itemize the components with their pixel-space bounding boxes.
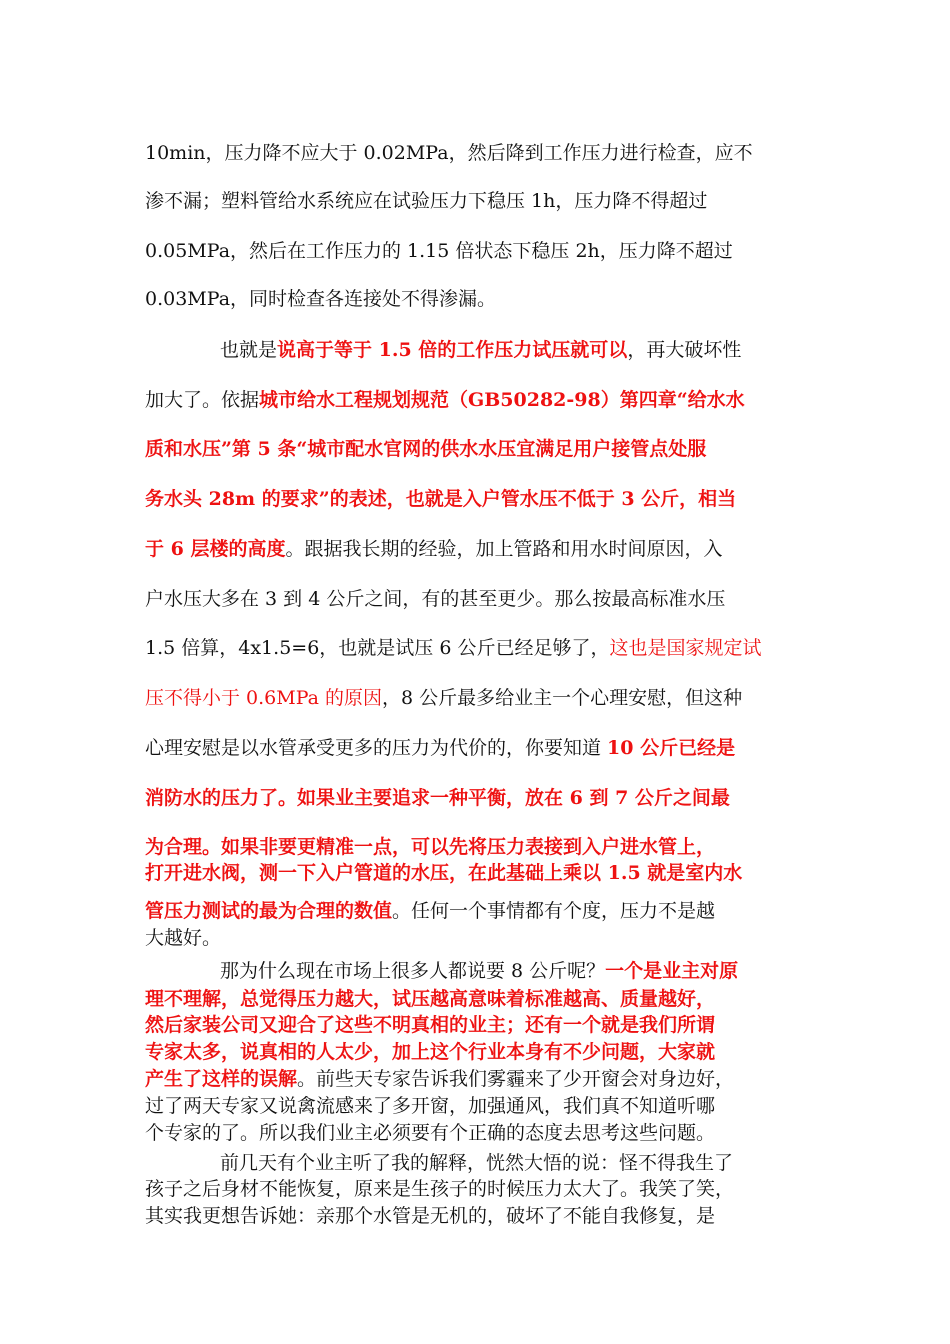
text-run: 前几天有个业主听了我的解释，恍然大悟的说：怪不得我生了 <box>220 1152 734 1174</box>
text-line <box>145 1066 810 1092</box>
text-line <box>220 337 810 363</box>
highlighted-text: 10 公斤已经是 <box>607 737 736 759</box>
text-run: 10min，压力降不应大于 0.02MPa，然后降到工作压力进行检查，应不 <box>145 142 753 164</box>
text-line <box>145 1012 810 1038</box>
text-line <box>145 986 810 1012</box>
text-line <box>145 785 810 811</box>
text-run: 。任何一个事情都有个度，压力不是越 <box>392 900 716 922</box>
text-run: ，8 公斤最多给业主一个心理安慰，但这种 <box>382 687 743 709</box>
text-run: 其实我更想告诉她：亲那个水管是无机的，破坏了不能自我修复，是 <box>145 1205 716 1227</box>
text-run: 户水压大多在 3 到 4 公斤之间，有的甚至更少。那么按最高标准水压 <box>145 588 726 610</box>
text-line <box>145 486 810 512</box>
highlighted-text: 理不理解，总觉得压力越大，试压越高意味着标准越高、质量越好， <box>145 988 716 1010</box>
highlighted-text: 城市给水工程规划规范（GB50282-98）第四章“给水水 <box>259 389 745 411</box>
text-line <box>145 860 810 886</box>
highlighted-text: 专家太多，说真相的人太少，加上这个行业本身有不少问题，大家就 <box>145 1041 716 1063</box>
text-run: 孩子之后身材不能恢复，原来是生孩子的时候压力太大了。我笑了笑， <box>145 1178 735 1200</box>
highlighted-text: 一个是业主对原 <box>605 960 739 982</box>
highlighted-text: 消防水的压力了。如果业主要追求一种平衡，放在 6 到 7 公斤之间最 <box>145 787 730 809</box>
text-line <box>145 586 810 612</box>
text-line <box>220 958 810 984</box>
highlighted-text: 打开进水阀，测一下入户管道的水压，在此基础上乘以 1.5 就是室内水 <box>145 862 743 884</box>
highlighted-text: 质和水压”第 5 条“城市配水官网的供水水压宜满足用户接管点处服 <box>145 438 707 460</box>
text-line <box>145 436 810 462</box>
highlighted-text: 务水头 28m 的要求”的表述，也就是入户管水压不低于 3 公斤，相当 <box>145 488 737 510</box>
text-line <box>145 925 810 951</box>
text-line <box>145 735 810 761</box>
text-run: 0.03MPa，同时检查各连接处不得渗漏。 <box>145 288 497 310</box>
text-run: 。前些天专家告诉我们雾霾来了少开窗会对身边好， <box>297 1068 735 1090</box>
text-run: 过了两天专家又说禽流感来了多开窗，加强通风，我们真不知道听哪 <box>145 1095 716 1117</box>
text-run: 个专家的了。所以我们业主必须要有个正确的态度去思考这些问题。 <box>145 1122 716 1144</box>
text-line <box>145 1093 810 1119</box>
highlighted-text: 产生了这样的误解 <box>145 1068 298 1090</box>
text-line <box>145 898 810 924</box>
highlighted-text: 然后家装公司又迎合了这些不明真相的业主；还有一个就是我们所谓 <box>145 1014 716 1036</box>
text-run: 。跟据我长期的经验，加上管路和用水时间原因，入 <box>285 538 723 560</box>
text-run: 加大了。依据 <box>145 389 260 411</box>
text-line <box>145 140 810 166</box>
text-run: 也就是 <box>220 339 278 361</box>
text-line <box>145 536 810 562</box>
highlighted-text: 这也是国家规定试 <box>609 637 762 659</box>
text-run: 渗不漏；塑料管给水系统应在试验压力下稳压 1h，压力降不得超过 <box>145 190 708 212</box>
text-line <box>145 188 810 214</box>
text-line <box>145 685 810 711</box>
text-run: 1.5 倍算，4x1.5=6，也就是试压 6 公斤已经足够了， <box>145 637 610 659</box>
highlighted-text: 管压力测试的最为合理的数值 <box>145 900 393 922</box>
text-line <box>145 387 810 413</box>
text-line <box>145 1176 810 1202</box>
text-run: 大越好。 <box>145 927 222 949</box>
text-line <box>145 635 810 661</box>
text-run: 0.05MPa，然后在工作压力的 1.15 倍状态下稳压 2h，压力降不超过 <box>145 240 733 262</box>
text-run: 那为什么现在市场上很多人都说要 8 公斤呢？ <box>220 960 606 982</box>
text-line <box>145 1203 810 1229</box>
highlighted-text: 说高于等于 1.5 倍的工作压力试压就可以 <box>277 339 628 361</box>
highlighted-text: 压不得小于 0.6MPa 的原因 <box>145 687 383 709</box>
text-line <box>145 238 810 264</box>
text-line <box>145 1120 810 1146</box>
text-run: ，再大破坏性 <box>627 339 742 361</box>
text-line <box>145 1039 810 1065</box>
text-line <box>145 834 810 860</box>
text-run: 心理安慰是以水管承受更多的压力为代价的，你要知道 <box>145 737 608 759</box>
highlighted-text: 为合理。如果非要更精准一点，可以先将压力表接到入户进水管上， <box>145 836 716 858</box>
text-line <box>220 1150 810 1176</box>
text-line <box>145 286 810 312</box>
highlighted-text: 于 6 层楼的高度 <box>145 538 286 560</box>
